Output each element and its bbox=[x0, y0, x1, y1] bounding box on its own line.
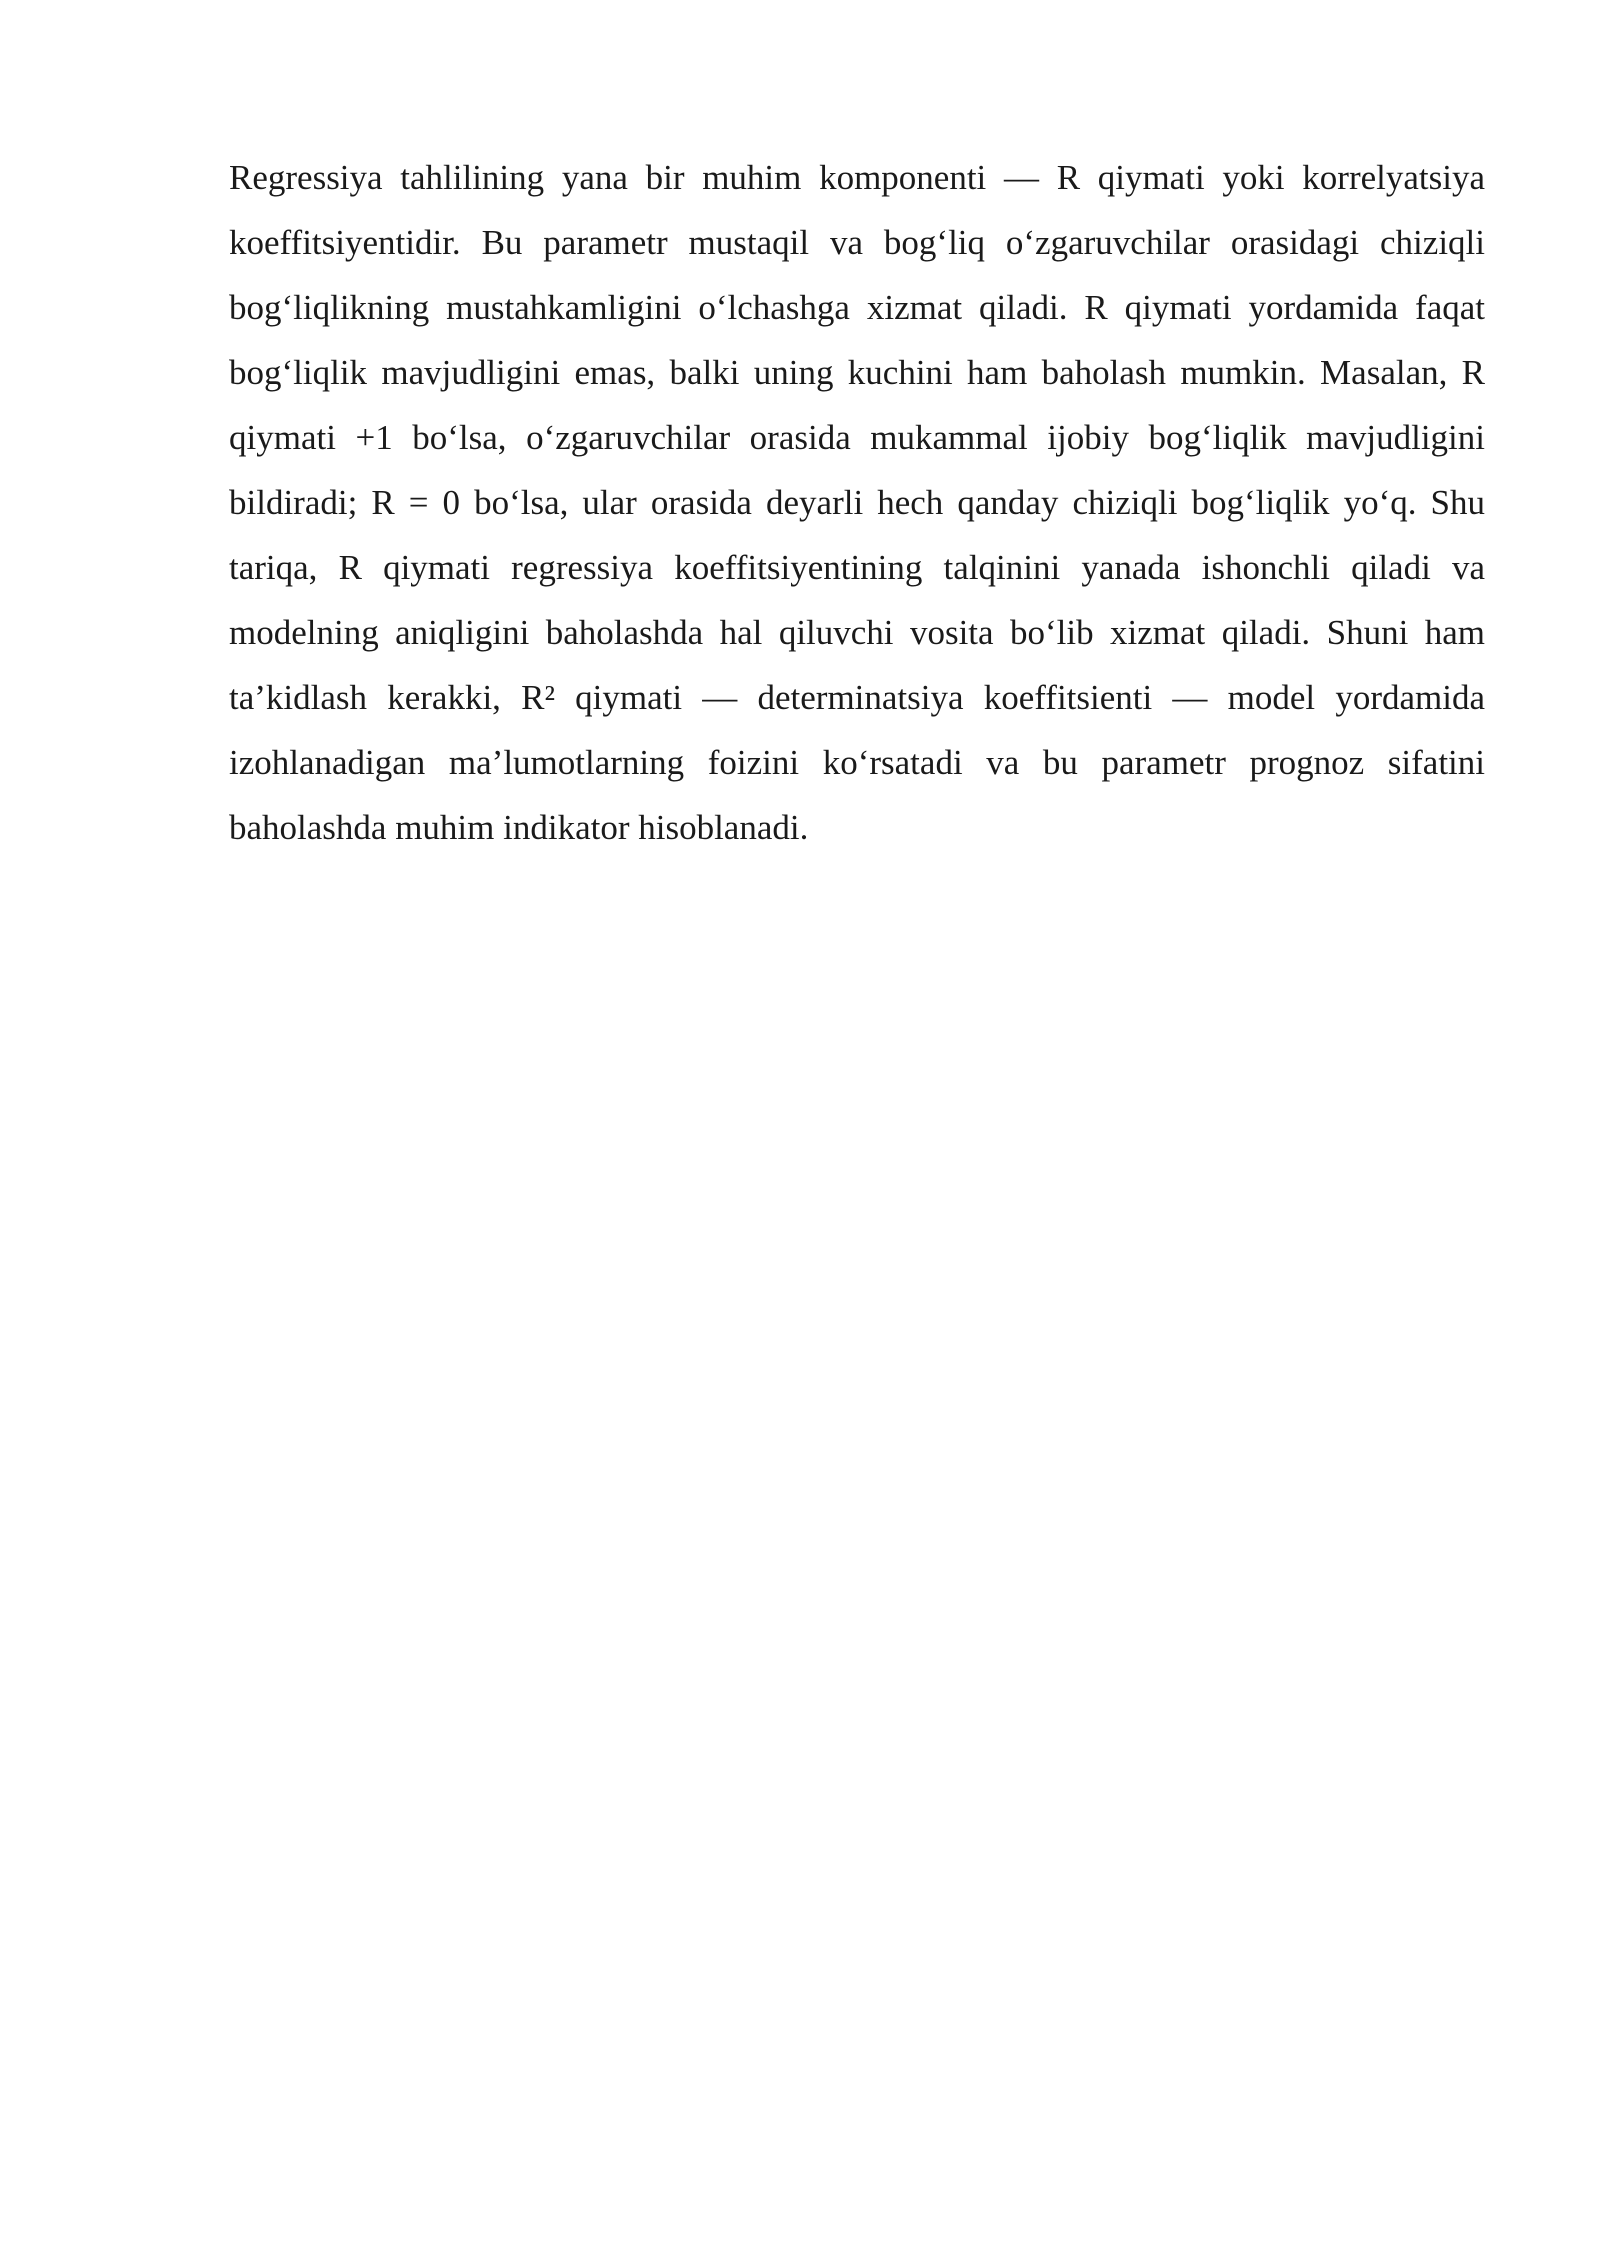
body-paragraph: Regressiya tahlilining yana bir muhim komponenti — R qiymati yoki korrelyatsiya koeffitsiyentidir. Bu parametr mustaqil va bog‘liq o‘zgaruvchilar orasidagi chiziqli bog‘liqlikning mustahkamligini o‘lchashga xizmat qiladi. R qiymati yordamida faqat bog‘liqlik mavjudligini emas, balki uning kuchini ham baholash mumkin. Masalan, R qiymati +1 bo‘lsa, o‘zgaruvchilar orasida mukammal ijobiy bog‘liqlik mavjudligini bildiradi; R = 0 bo‘lsa, ular orasida deyarli hech qanday chiziqli bog‘liqlik yo‘q. Shu tariqa, R qiymati regressiya koeffitsiyentining talqinini yanada ishonchli qiladi va modelning aniqligini baholashda hal qiluvchi vosita bo‘lib xizmat qiladi. Shuni ham ta’kidlash kerakki, R² qiymati — determinatsiya koeffitsienti — model yordamida izohlanadigan ma’lumotlarning foizini ko‘rsatadi va bu parametr prognoz sifatini baholashda muhim indikator hisoblanadi. bbox=[229, 158, 1485, 847]
